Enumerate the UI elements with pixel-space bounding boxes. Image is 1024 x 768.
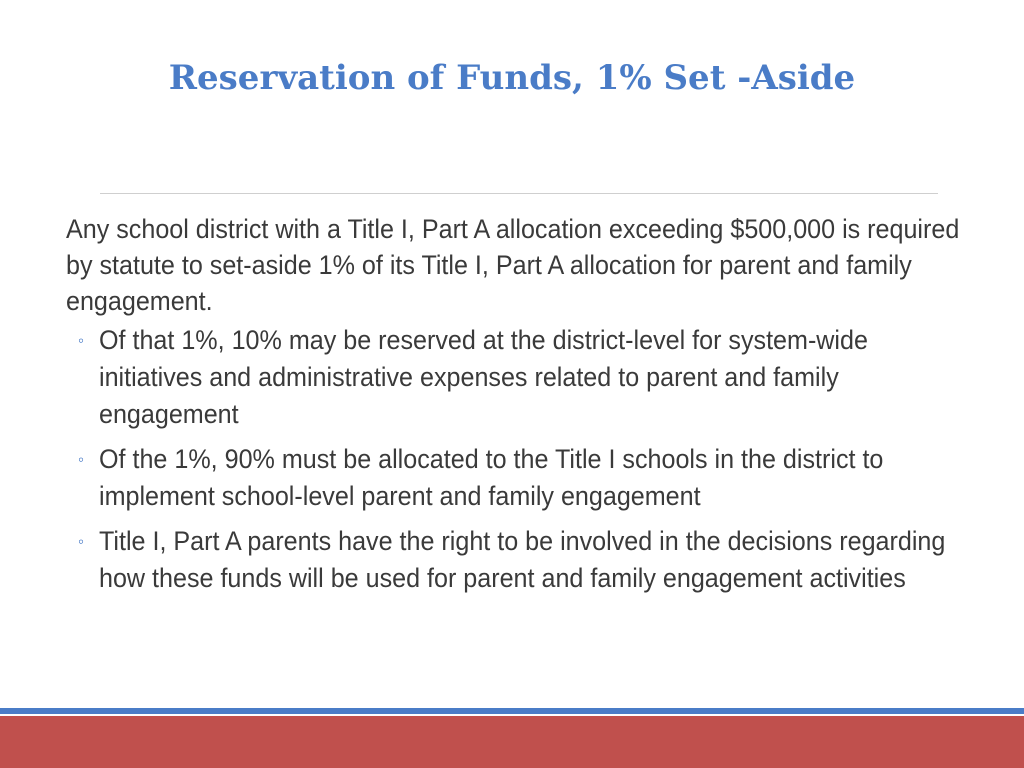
- footer-band-red: [0, 716, 1024, 768]
- list-item: [66, 322, 966, 433]
- slide-title: Reservation of Funds, 1% Set -Aside: [168, 58, 856, 98]
- bullet-text: Of that 1%, 10% may be reserved at the district-level for system-wide initiatives and administrative expenses related to parent and family engagement: [99, 325, 868, 429]
- title-divider: [100, 193, 938, 194]
- bullet-list: [66, 322, 966, 597]
- bullet-text: Title I, Part A parents have the right to be involved in the decisions regarding how these funds will be used for parent and family engagement activities: [99, 526, 946, 593]
- bullet-circle-icon: ◦: [78, 450, 85, 469]
- list-item: [66, 441, 966, 515]
- bullet-circle-icon: ◦: [78, 532, 85, 551]
- slide-body: [66, 211, 966, 605]
- lead-paragraph: Any school district with a Title I, Part A allocation exceeding $500,000 is required by statute to set-aside 1% of its Title I, Part A allocation for parent and family engagement.: [66, 214, 960, 316]
- list-item: [66, 523, 966, 597]
- bullet-circle-icon: ◦: [78, 331, 85, 350]
- bullet-text: Of the 1%, 90% must be allocated to the Title I schools in the district to implement school-level parent and family engagement: [99, 444, 884, 511]
